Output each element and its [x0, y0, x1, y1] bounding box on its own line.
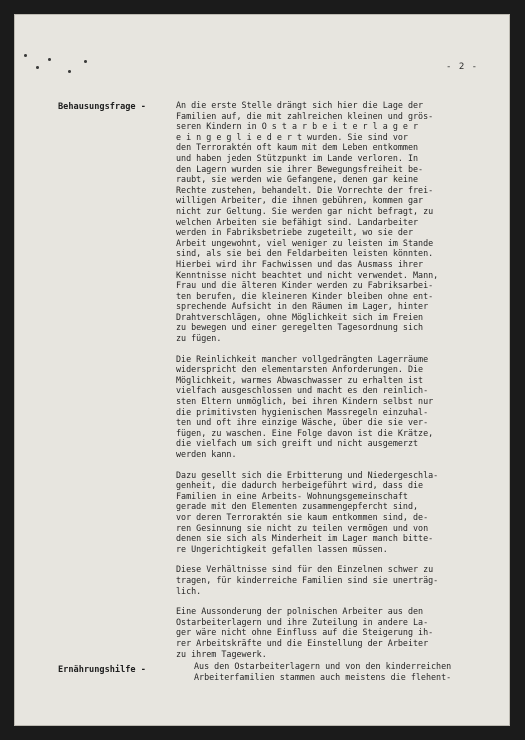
paragraph: Dazu gesellt sich die Erbitterung und Niedergeschla- genheit, die dadurch herbeigeführt wird, dass die Familien in eine Arbeits- Wohnungsgemeinschaft gerade mit den Elementen zusammengepfercht sind, vor deren Terroraktén sie kaum entkommen sind, de- ren Gesinnung sie nicht zu teilen vermögen und von denen sie sich als Minderheit im Lager manch bitte- re Ungerichtigkeit gefallen lassen müssen. — [176, 469, 439, 554]
ink-speck — [36, 66, 39, 69]
section-body-ernaehrungshilfe: Aus den Ostarbeiterlagern und von den kinderreichen Arbeiterfamilien stammen auch meistens die flehent- — [194, 661, 452, 682]
section-heading-behausungsfrage: Behausungsfrage - — [58, 102, 146, 112]
ink-speck — [48, 58, 51, 61]
paragraph: Diese Verhältnisse sind für den Einzelnen schwer zu tragen, für kinderreiche Familien sind sie unerträg- lich. — [176, 564, 439, 596]
ink-speck — [24, 54, 27, 57]
ink-speck — [68, 70, 71, 73]
paragraph: Die Reinlichkeit mancher vollgedrängten Lagerräume widerspricht den elementarsten Anforderungen. Die Möglichkeit, warmes Abwaschwasser zu erhalten ist vielfach ausgeschlossen und macht es den reinlich- sten Eltern unmöglich, bei ihren Kindern selbst nur die primitivsten hygienischen Massregeln einzuhal- ten und oft ihre einzige Wäsche, über die sie ver- fügen, zu waschen. Eine Folge davon ist die Krätze, die vielfach um sich greift und nicht ausgemerzt werden kann. — [176, 353, 434, 459]
section-body-behausungsfrage — [176, 100, 506, 669]
page-number: - 2 - — [446, 62, 479, 72]
document-page — [14, 14, 510, 726]
section-heading-ernaehrungshilfe: Ernährungshilfe - — [58, 665, 146, 675]
ink-speck — [84, 60, 87, 63]
paragraph: An die erste Stelle drängt sich hier die Lage der Familien auf, die mit zahlreichen kleinen und grös- seren Kindern in O s t a r b e i t e r l a g e r e i n g e g l i e d e r t wurden. Sie sind vor den Terroraktén oft kaum mit dem Leben entkommen und haben jeden Stützpunkt im Lande verloren. In den Lagern wurden sie ihrer Bewegungsfreiheit be- raubt, sie werden wie Gefangene, denen gar keine Rechte zustehen, behandelt. Die Vorrechte der frei- willigen Arbeiter, die ihnen gebühren, kommen gar nicht zur Geltung. Sie werden gar nicht befragt, zu welchen Arbeiten sie befähigt sind. Landarbeiter werden in Fabriksbetriebe zugeteilt, wo sie der Arbeit ungewohnt, viel weniger zu leisten im Stande sind, als sie bei den Feldarbeiten leisten könnten. Hierbei wird ihr Fachwissen und das Ausmass ihrer Kenntnisse nicht beachtet und nicht verwendet. Mann, Frau und die älteren Kinder werden zu Fabriksarbei- ten berufen, die kleineren Kinder bleiben ohne ent- sprechende Aufsicht in den Räumen im Lager, hinter Drahtverschlägen, ohne Möglichkeit sich im Freien zu bewegen und einer geregelten Tagesordnung sich zu fügen. — [176, 100, 439, 344]
paragraph: Eine Aussonderung der polnischen Arbeiter aus den Ostarbeiterlagern und ihre Zuteilung in andere La- ger wäre nicht ohne Einfluss auf die Steigerung ih- rer Arbeitskräfte und die Einstellung der Arbeiter zu ihrem Tagewerk. — [176, 606, 434, 659]
